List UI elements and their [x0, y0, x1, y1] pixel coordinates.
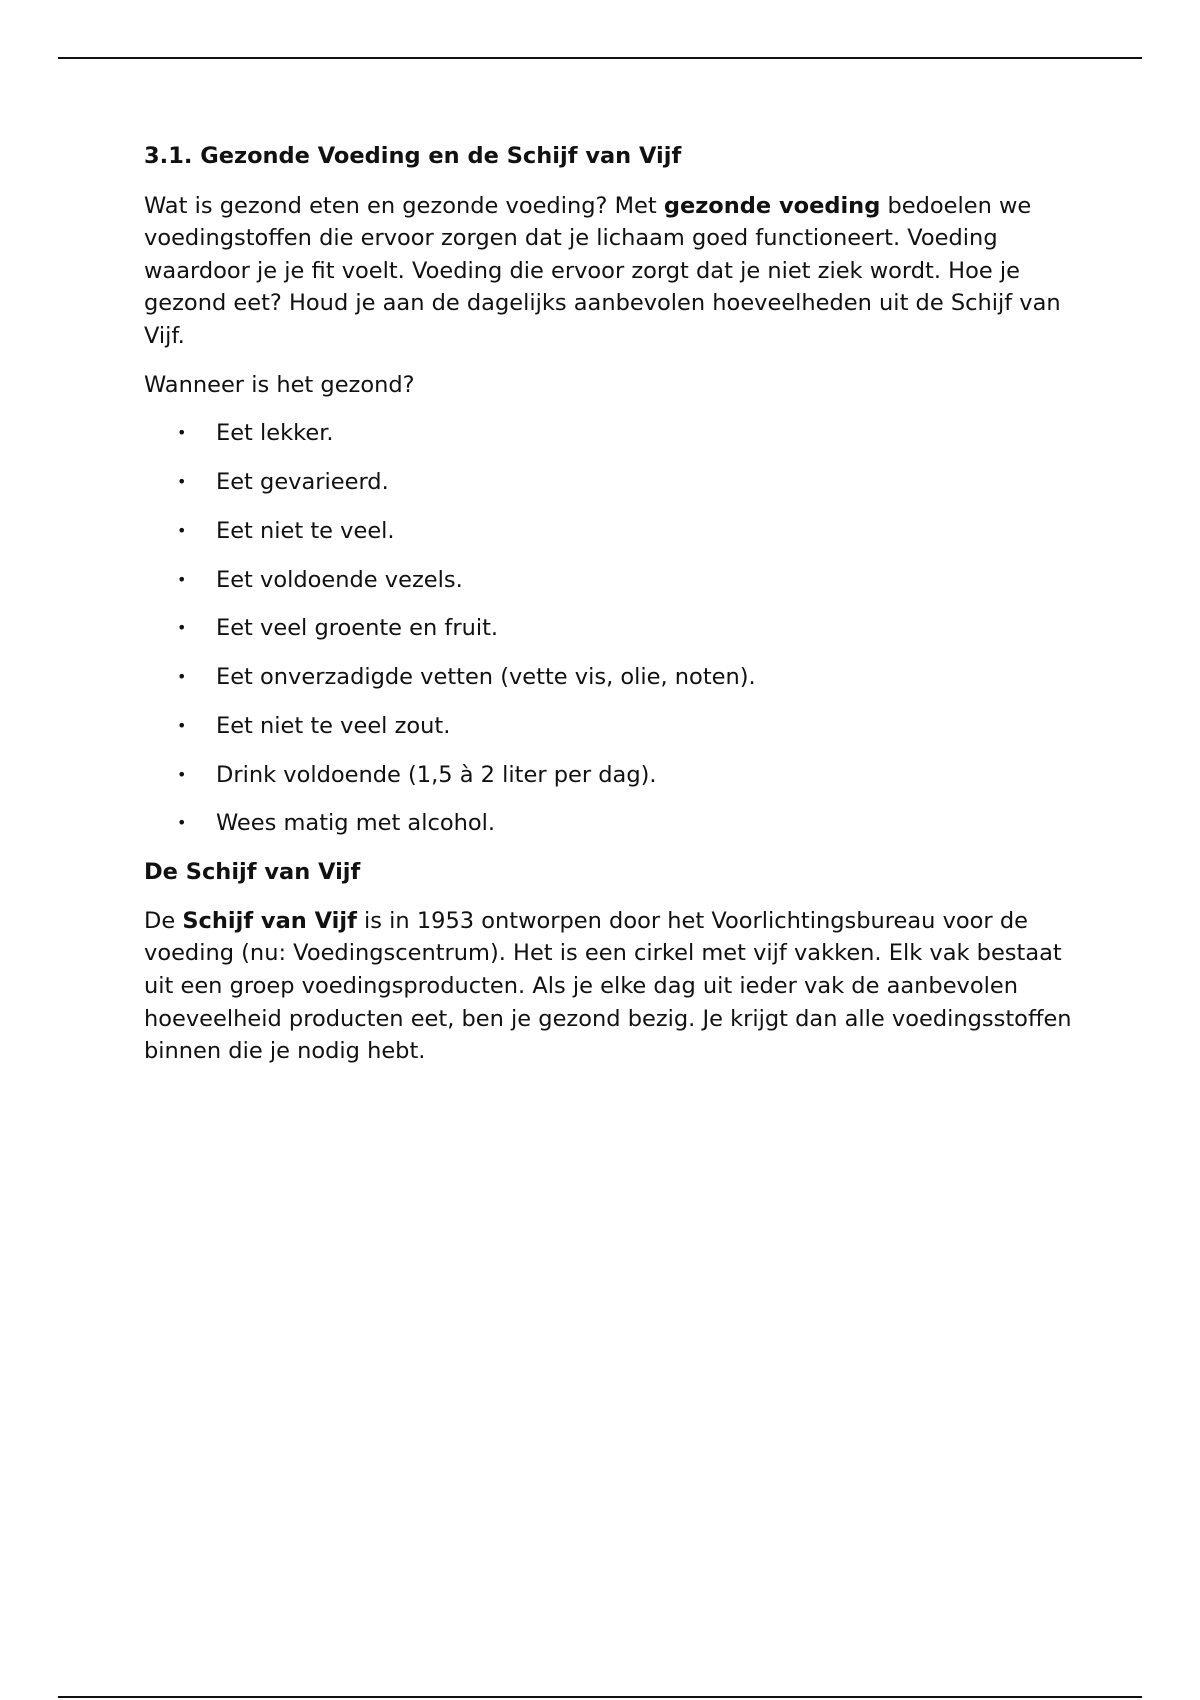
document-body: [144, 140, 1084, 1084]
tips-list: [144, 417, 1084, 840]
schijf-text-before: De: [144, 907, 183, 934]
schijf-paragraph: [144, 905, 1084, 1068]
section-title: 3.1. Gezonde Voeding en de Schijf van Vijf: [144, 143, 682, 169]
list-item: [144, 612, 1084, 645]
list-item: [144, 466, 1084, 499]
list-item: [144, 515, 1084, 548]
bullet-icon: •: [177, 471, 187, 491]
list-item: [144, 564, 1084, 597]
bullet-icon: •: [177, 618, 187, 638]
bullet-icon: •: [177, 569, 187, 589]
bullet-icon: •: [177, 520, 187, 540]
tip-text: Eet niet te veel.: [216, 517, 395, 544]
bullet-icon: •: [177, 813, 187, 833]
list-item: [144, 807, 1084, 840]
list-item: [144, 661, 1084, 694]
intro-paragraph: [144, 190, 1084, 353]
schijf-bold-term: Schijf van Vijf: [182, 907, 357, 934]
question-text: Wanneer is het gezond?: [144, 371, 415, 398]
list-item: [144, 759, 1084, 792]
bullet-icon: •: [177, 667, 187, 687]
tip-text: Drink voldoende (1,5 à 2 liter per dag).: [216, 761, 657, 788]
intro-bold-term: gezonde voeding: [663, 192, 881, 219]
subheading: De Schijf van Vijf: [144, 859, 361, 886]
top-rule: [58, 57, 1142, 59]
tip-text: Eet gevarieerd.: [216, 468, 389, 495]
list-item: [144, 417, 1084, 450]
bullet-icon: •: [177, 423, 187, 443]
intro-text-after: bedoelen we voedingstoffen die ervoor zorgen dat je lichaam goed functioneert. Voeding waardoor je je fit voelt. Voeding die ervoor zorgt dat je niet ziek wordt. Hoe je gezond eet? Houd je aan de dagelijks aanbevolen hoeveelheden uit de Schijf van Vijf.: [144, 192, 1061, 349]
list-item: [144, 710, 1084, 743]
bullet-icon: •: [177, 715, 187, 735]
schijf-text-after: is in 1953 ontworpen door het Voorlichtingsbureau voor de voeding (nu: Voedingscentrum). Het is een cirkel met vijf vakken. Elk vak bestaat uit een groep voedingsproducten. Als je elke dag uit ieder vak de aanbevolen hoeveelheid producten eet, ben je gezond bezig. Je krijgt dan alle voedingsstoffen binnen die je nodig hebt.: [144, 907, 1072, 1065]
tip-text: Eet lekker.: [216, 420, 334, 447]
bottom-rule: [58, 1696, 1142, 1698]
intro-text-before: Wat is gezond eten en gezonde voeding? Met: [144, 192, 664, 219]
tip-text: Eet veel groente en fruit.: [216, 615, 499, 642]
tip-text: Eet voldoende vezels.: [216, 566, 463, 593]
tip-text: Wees matig met alcohol.: [216, 810, 496, 837]
bullet-icon: •: [177, 764, 187, 784]
tip-text: Eet niet te veel zout.: [216, 712, 451, 739]
tip-text: Eet onverzadigde vetten (vette vis, olie, noten).: [216, 664, 756, 691]
